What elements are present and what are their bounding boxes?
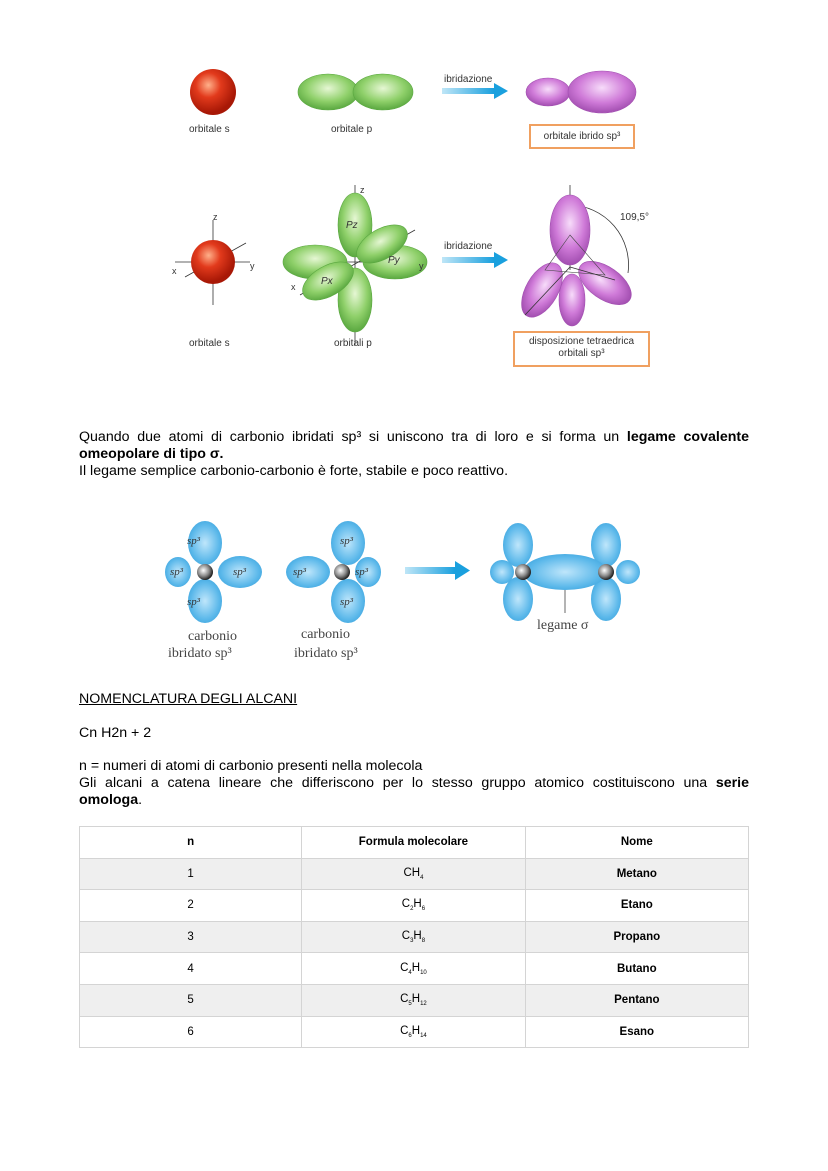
p-orbital-label: orbitale p (331, 124, 373, 135)
cell-formula: $C_6H_{14}$ (302, 1016, 525, 1048)
py-label: Py (388, 255, 400, 266)
s-orbital-sphere (190, 69, 236, 115)
arrow-icon (442, 252, 508, 268)
table-row (80, 953, 749, 985)
hybrid-orbital-box (529, 124, 635, 149)
formula-text: Cn H2n + 2 (79, 725, 152, 741)
paragraph-bold: legame covalente omeopolare di tipo σ. (79, 429, 749, 462)
table-row (80, 1016, 749, 1048)
sp3-label: sp³ (170, 566, 184, 578)
header-formula: Formula molecolare (302, 827, 525, 859)
sp3-label: sp³ (233, 566, 247, 578)
sp3-label: sp³ (355, 566, 369, 578)
cell-name: Etano (525, 890, 748, 922)
cell-name: Pentano (525, 984, 748, 1016)
carbon-label-line2: ibridato sp³ (294, 646, 358, 661)
sp3-hybrid-orbital-shape (526, 71, 636, 113)
cell-n: 6 (80, 1016, 302, 1048)
cell-formula: $CH_4$ (302, 858, 525, 890)
axis-y-label: y (250, 261, 255, 271)
carbon-label-line1: carbonio (301, 627, 350, 642)
tetrahedral-label-line1: disposizione tetraedrica (528, 336, 635, 347)
s-orbital-label: orbitale s (189, 338, 230, 349)
paragraph-line2: Il legame semplice carbonio-carbonio è forte, stabile e poco reattivo. (79, 463, 509, 479)
cell-name: Propano (525, 921, 748, 953)
series-bold: serie omologa (79, 775, 749, 808)
table-row (80, 984, 749, 1016)
section-heading: NOMENCLATURA DEGLI ALCANI (79, 691, 298, 707)
definition-line: n = numeri di atomi di carbonio presenti nella molecola (79, 758, 423, 774)
sp3-label: sp³ (293, 566, 307, 578)
cell-name: Esano (525, 1016, 748, 1048)
cell-n: 2 (80, 890, 302, 922)
axis-x-label: x (172, 266, 177, 276)
series-text: Gli alcani a catena lineare che differiscono per lo stesso gruppo atomico costituiscono una (79, 775, 716, 791)
cell-n: 3 (80, 921, 302, 953)
paragraph-homologous-series (79, 758, 749, 809)
s-orbital-label: orbitale s (189, 124, 230, 135)
p-orbitals-shape (283, 185, 427, 345)
cell-n: 4 (80, 953, 302, 985)
hybridization-label: ibridazione (444, 241, 493, 252)
cell-name: Butano (525, 953, 748, 985)
paragraph-text: Quando due atomi di carbonio ibridati sp³ si uniscono tra di loro e si forma un (79, 429, 627, 445)
p-orbitals-label: orbitali p (334, 338, 372, 349)
table-row (80, 858, 749, 890)
axis-z-label: z (213, 212, 218, 222)
tetrahedral-box (513, 331, 650, 367)
cell-formula: $C_3H_8$ (302, 921, 525, 953)
table-row (80, 921, 749, 953)
cell-name: Metano (525, 858, 748, 890)
axis-x-label: x (291, 282, 296, 292)
header-name: Nome (525, 827, 748, 859)
px-label: Px (321, 276, 333, 287)
cell-formula: $C_4H_{10}$ (302, 953, 525, 985)
sp3-label: sp³ (340, 596, 354, 608)
sp3-label: sp³ (187, 596, 201, 608)
general-formula (79, 725, 749, 742)
sp3-label: sp³ (187, 535, 201, 547)
arrow-icon (442, 83, 508, 99)
arrow-icon (405, 561, 470, 580)
header-n: n (80, 827, 302, 859)
cell-n: 5 (80, 984, 302, 1016)
tetrahedral-sp3-shape (513, 185, 639, 326)
hybrid-orbital-label: orbitale ibrido sp³ (543, 131, 621, 142)
cell-n: 1 (80, 858, 302, 890)
cell-formula: $C_2H_6$ (302, 890, 525, 922)
sigma-bond-molecule (490, 523, 640, 621)
tetrahedral-label-line2: orbitali sp³ (558, 348, 605, 359)
sp3-label: sp³ (340, 535, 354, 547)
axis-z-label: z (360, 185, 365, 195)
hybridization-figure (150, 55, 670, 375)
table-row (80, 890, 749, 922)
s-orbital-axes (175, 220, 250, 305)
axis-y-label: y (419, 261, 424, 271)
p-orbital-shape (298, 74, 413, 110)
carbon-label-1 (185, 627, 240, 646)
table-header-row (80, 827, 749, 859)
carbon-label-line1: carbonio (188, 629, 237, 644)
carbon-label-line2: ibridato sp³ (168, 646, 232, 661)
series-end: . (138, 792, 143, 808)
cell-formula: $C_5H_{12}$ (302, 984, 525, 1016)
paragraph-sigma-bond (79, 429, 749, 480)
hybridization-label: ibridazione (444, 74, 493, 85)
alkanes-table (79, 826, 749, 1048)
sigma-bond-label: legame σ (537, 618, 589, 633)
angle-label: 109,5° (620, 212, 650, 223)
pz-label: Pz (346, 220, 358, 231)
